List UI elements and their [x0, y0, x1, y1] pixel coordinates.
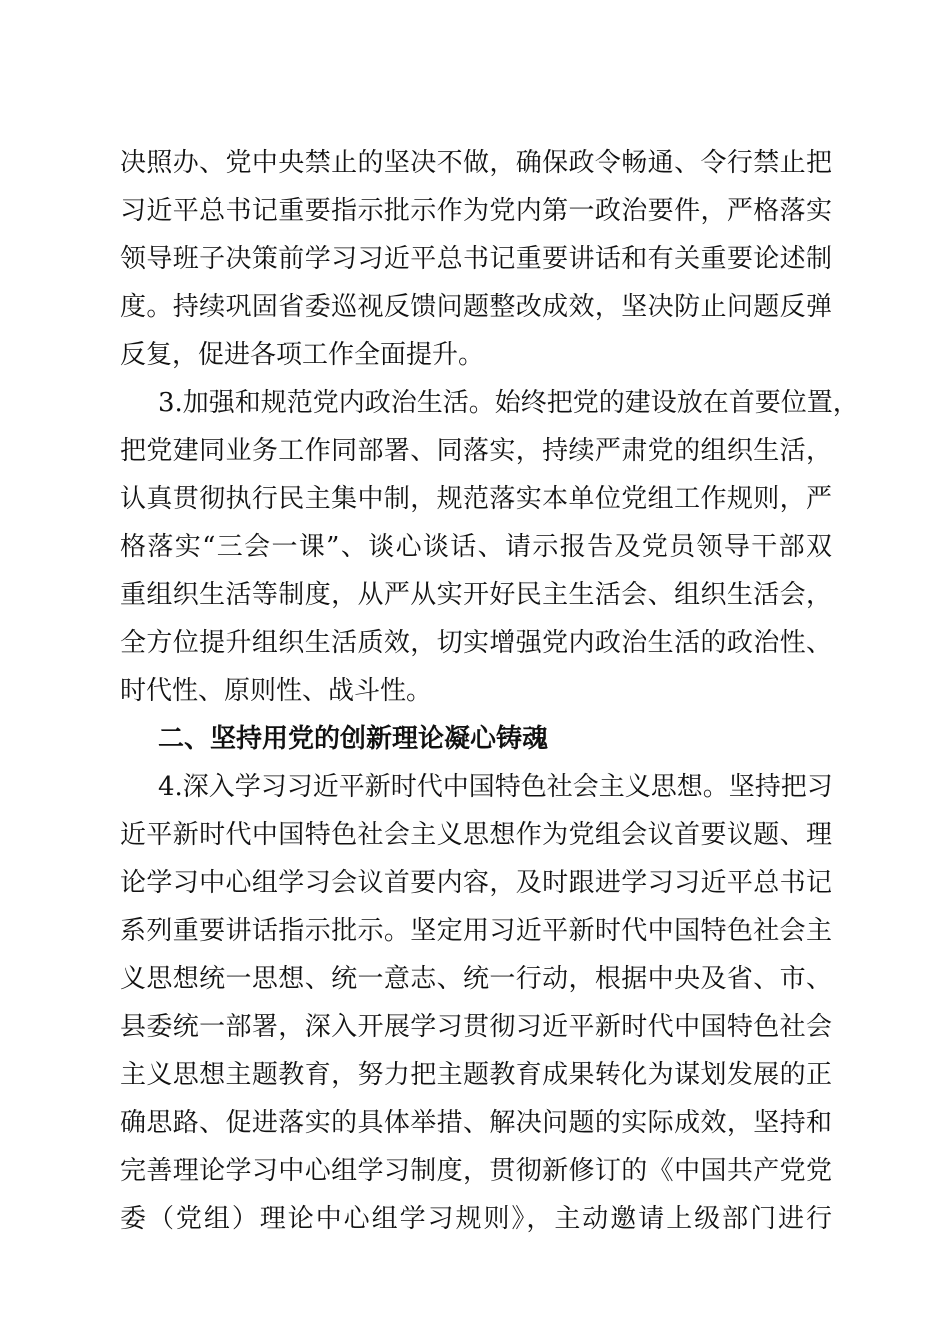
- section-heading: 二、坚持用党的创新理论凝心铸魂: [158, 724, 549, 754]
- text-line: 委（党组）理论中心组学习规则》，主动邀请上级部门进行: [120, 1204, 832, 1234]
- text-line: 重组织生活等制度，从严从实开好民主生活会、组织生活会，: [120, 580, 832, 610]
- text-line: 领导班子决策前学习习近平总书记重要讲话和有关重要论述制: [120, 244, 832, 274]
- text-line: 格落实“三会一课”、谈心谈话、请示报告及党员领导干部双: [120, 532, 832, 562]
- text-line: 全方位提升组织生活质效，切实增强党内政治生活的政治性、: [120, 628, 832, 658]
- text-line: 3.加强和规范党内政治生活。始终把党的建设放在首要位置，: [158, 388, 859, 418]
- text-line: 系列重要讲话指示批示。坚定用习近平新时代中国特色社会主: [120, 916, 832, 946]
- text-line: 主义思想主题教育，努力把主题教育成果转化为谋划发展的正: [120, 1060, 832, 1090]
- text-line: 认真贯彻执行民主集中制，规范落实本单位党组工作规则，严: [120, 484, 832, 514]
- text-line: 确思路、促进落实的具体举措、解决问题的实际成效，坚持和: [120, 1108, 832, 1138]
- text-line: 义思想统一思想、统一意志、统一行动，根据中央及省、市、: [120, 964, 832, 994]
- text-line: 度。持续巩固省委巡视反馈问题整改成效，坚决防止问题反弹: [120, 292, 832, 322]
- text-line: 近平新时代中国特色社会主义思想作为党组会议首要议题、理: [120, 820, 832, 850]
- text-line: 时代性、原则性、战斗性。: [120, 676, 433, 706]
- text-line: 习近平总书记重要指示批示作为党内第一政治要件，严格落实: [120, 196, 832, 226]
- text-line: 论学习中心组学习会议首要内容，及时跟进学习习近平总书记: [120, 868, 832, 898]
- text-line: 4.深入学习习近平新时代中国特色社会主义思想。坚持把习: [158, 772, 833, 802]
- text-line: 决照办、党中央禁止的坚决不做，确保政令畅通、令行禁止把: [120, 148, 832, 178]
- text-line: 县委统一部署，深入开展学习贯彻习近平新时代中国特色社会: [120, 1012, 832, 1042]
- text-line: 完善理论学习中心组学习制度，贯彻新修订的《中国共产党党: [120, 1156, 832, 1186]
- text-line: 反复，促进各项工作全面提升。: [120, 340, 485, 370]
- text-line: 把党建同业务工作同部署、同落实，持续严肃党的组织生活，: [120, 436, 832, 466]
